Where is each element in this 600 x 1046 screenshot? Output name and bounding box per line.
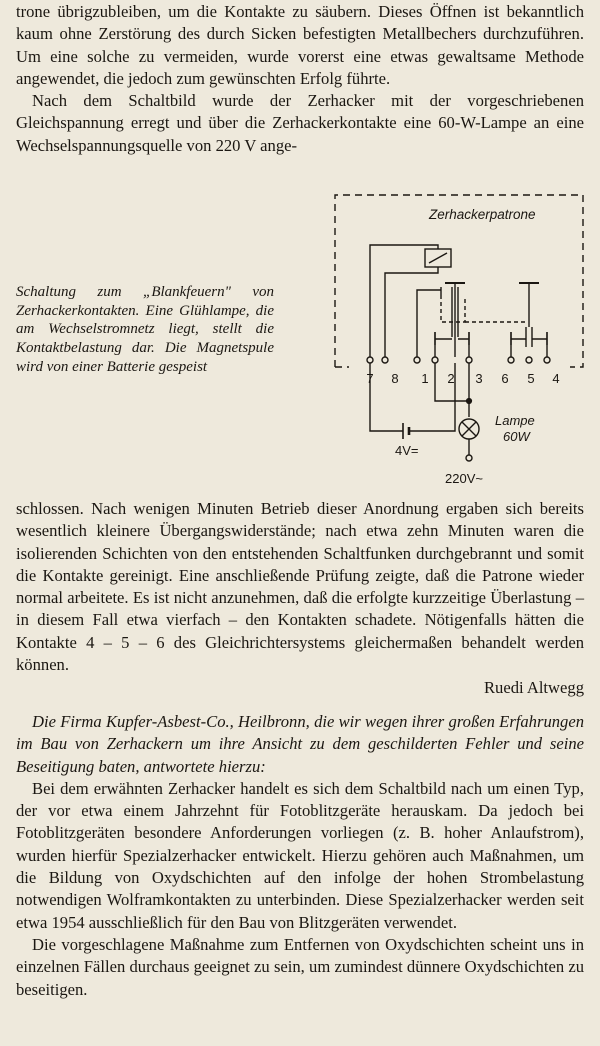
mains-label: 220V~	[445, 471, 483, 486]
middle-text-block	[16, 498, 584, 676]
author-signature: Ruedi Altwegg	[483, 678, 584, 697]
response-intro: Die Firma Kupfer-Asbest-Co., Heilbronn, die wir wegen ihrer großen Erfahrungen im Bau von Zerhackern um ihre Ansicht zu dem geschilderten Fehler und seine Beseitigung baten, antwortete hierzu:	[16, 712, 584, 776]
battery-label: 4V=	[395, 443, 419, 458]
circuit-diagram	[325, 187, 597, 493]
pin-7: 7	[366, 371, 374, 386]
lamp-label: Lampe	[495, 413, 535, 428]
cartridge-label: Zerhackerpatrone	[429, 207, 536, 222]
response-paragraph-2: Die vorgeschlagene Maßnahme zum Entfernen von Oxydschichten scheint uns in einzelnen Fällen durchaus geeignet zu sein, um zumindest dünnere Oxydschichten zu beseitigen.	[16, 934, 584, 999]
pin-6: 6	[501, 371, 509, 386]
pin-4: 4	[552, 371, 560, 386]
pin-1: 1	[421, 371, 429, 386]
paragraph-opening: trone übrigzubleiben, um die Kontakte zu säubern. Dieses Öffnen ist bekanntlich kaum ohne Zerstörung des durch Sicken befestigten Metallbechers durchzuführen. Um eine solche zu vermeiden, wurde vorerst eine etwas gewaltsame Methode angewendet, die jedoch zum gewünschten Erfolg führte.	[16, 2, 584, 88]
top-text-block	[16, 1, 584, 157]
lamp-power: 60W	[503, 429, 530, 444]
paragraph-result: schlossen. Nach wenigen Minuten Betrieb dieser Anordnung ergaben sich bereits wesentlich kleinere Übergangswiderstände; nach etwa zehn Minuten waren die isolierenden Schichten von den entstehenden Schaltfunken durchgebrannt und somit die Kontakte gereinigt. Eine anschließende Prüfung zeigte, daß die Patrone wieder normal arbeitete. Es ist nicht anzunehmen, daß die erfolgte kurzzeitige Überlastung – in diesem Fall etwa vierfach – den Kontakten schadete. Nötigenfalls hätten die Kontakte 4 – 5 – 6 des Gleichrichtersystems gleichermaßen behandelt werden können.	[16, 499, 584, 675]
pin-5: 5	[527, 371, 535, 386]
paragraph-schaltbild: Nach dem Schaltbild wurde der Zerhacker mit der vorgeschriebenen Gleichspannung erregt und über die Zerhackerkontakte eine 60-W-Lampe an eine Wechselspannungsquelle von 220 V ange-	[16, 91, 584, 155]
pin-8: 8	[391, 371, 399, 386]
pin-3: 3	[475, 371, 483, 386]
figure-caption: Schaltung zum „Blankfeuern" von Zerhackerkontakten. Eine Glühlampe, die am Wechselstromnetz liegt, stellt die Kontaktbelastung dar. Die Magnetspule wird von einer Batterie gespeist	[16, 284, 274, 375]
response-paragraph-1: Bei dem erwähnten Zerhacker handelt es sich dem Schaltbild nach um einen Typ, der vor etwa einem Jahrzehnt für Fotoblitzgeräte herauskam. Da jedoch bei Fotoblitzgeräten besondere Anforderungen vorliegen (z. B. hoher Anlaufstrom), wurden hierfür Spezialzerhacker entwickelt. Hierzu gehören auch Maßnahmen, um die Bildung von Oxydschichten auf den infolge der hohen Strombelastung notwendigen Wolframkontakten zu unterbinden. Diese Spezialzerhacker werden seit etwa 1954 ausschließlich für den Bau von Blitzgeräten verwendet.	[16, 778, 584, 932]
pin-2: 2	[447, 371, 455, 386]
response-block	[16, 711, 584, 1001]
